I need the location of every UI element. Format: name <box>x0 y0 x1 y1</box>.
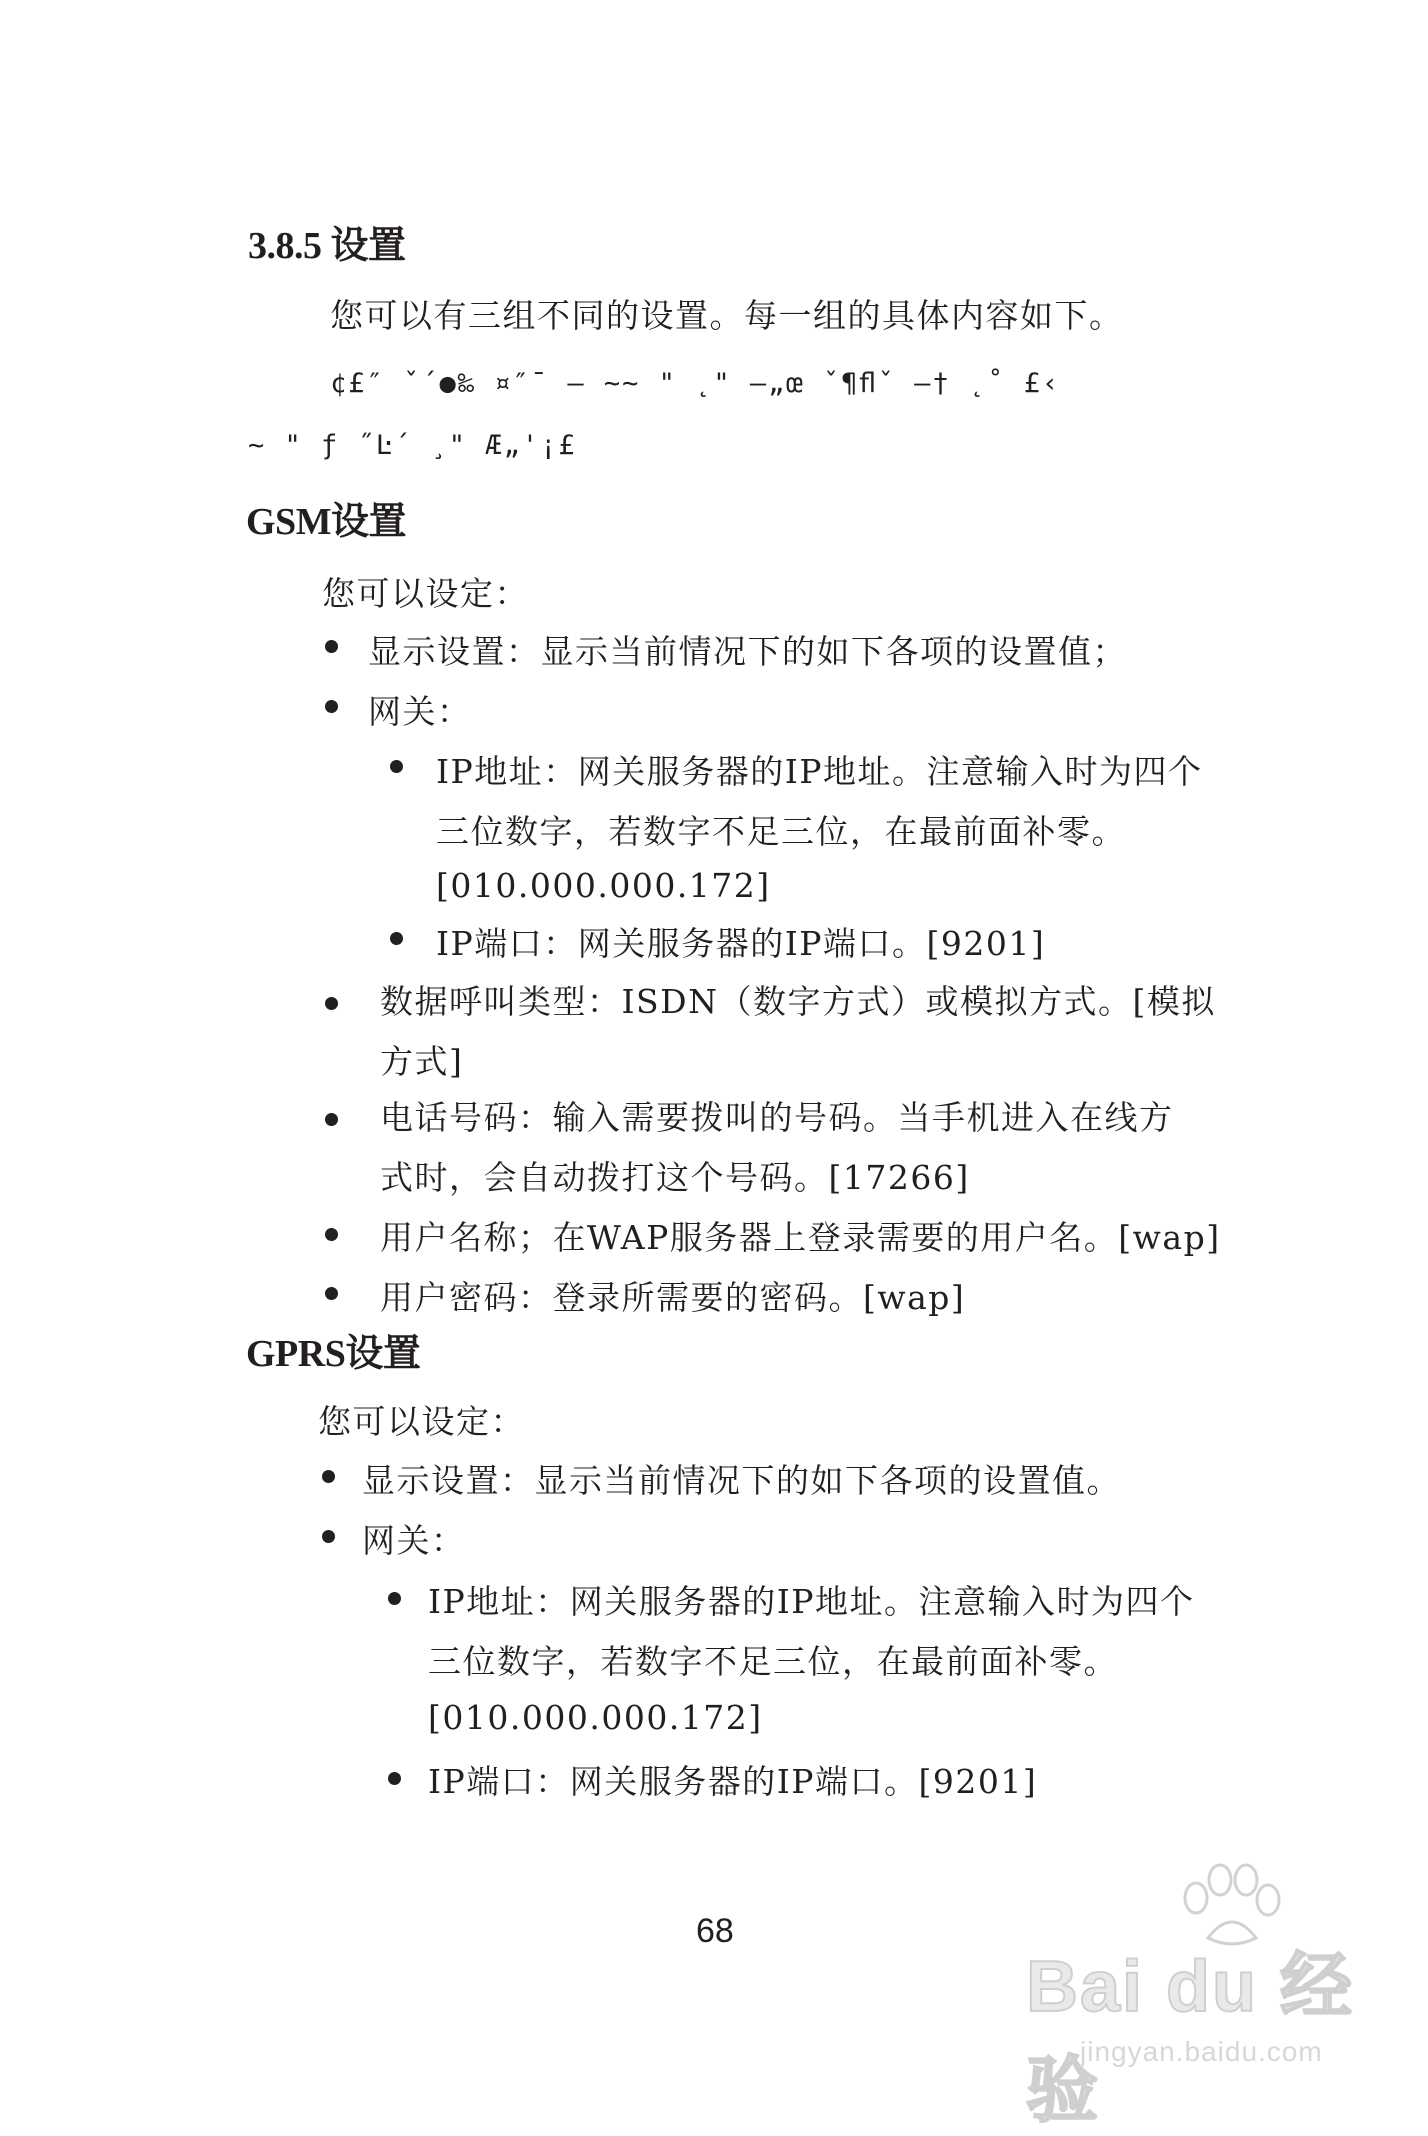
gsm-display-settings: 显示设置：显示当前情况下的如下各项的设置值； <box>368 632 1127 671</box>
gsm-call-type-line-2: 方式] <box>380 1042 464 1081</box>
gprs-ip-port: IP端口：网关服务器的IP端口。[9201] <box>428 1762 1038 1801</box>
gsm-ip-address-default: [010.000.000.172] <box>436 866 771 905</box>
bullet-icon <box>390 932 403 945</box>
bullet-icon <box>322 1470 335 1483</box>
gsm-phone-line-2: 式时，会自动拨打这个号码。[17266] <box>380 1158 970 1197</box>
gsm-intro: 您可以设定： <box>322 574 529 613</box>
bullet-icon <box>325 1113 338 1126</box>
bullet-icon <box>325 1287 338 1300</box>
gprs-ip-address-default: [010.000.000.172] <box>428 1698 763 1737</box>
garbled-text-line-1: ¢£″ ˇ´●‰ ¤″¯ — ~~ " ˛" —„œ ˇ¶ﬂˇ —† ˛˚ £‹ <box>330 368 1061 399</box>
section-intro: 您可以有三组不同的设置。每一组的具体内容如下。 <box>330 296 1124 335</box>
gsm-user-password: 用户密码：登录所需要的密码。[wap] <box>380 1278 966 1317</box>
garbled-text-line-2: ~ " ƒ ˝Ŀ´ ¸" Æ„'¡£ <box>248 430 577 461</box>
bullet-icon <box>388 1592 401 1605</box>
gsm-heading: GSM设置 <box>246 501 407 543</box>
gprs-display-settings: 显示设置：显示当前情况下的如下各项的设置值。 <box>362 1461 1121 1500</box>
bullet-icon <box>388 1772 401 1785</box>
watermark-url: jingyan.baidu.com <box>1080 2036 1323 2067</box>
gprs-ip-address-line-1: IP地址：网关服务器的IP地址。注意输入时为四个 <box>428 1582 1195 1621</box>
bullet-icon <box>325 700 338 713</box>
gsm-call-type-line-1: 数据呼叫类型：ISDN（数字方式）或模拟方式。[模拟 <box>380 982 1216 1021</box>
bullet-icon <box>325 997 338 1010</box>
gsm-ip-port: IP端口：网关服务器的IP端口。[9201] <box>436 924 1046 963</box>
gprs-ip-address-line-2: 三位数字，若数字不足三位，在最前面补零。 <box>428 1642 1118 1681</box>
bullet-icon <box>325 640 338 653</box>
gsm-ip-address-line-1: IP地址：网关服务器的IP地址。注意输入时为四个 <box>436 752 1203 791</box>
bullet-icon <box>322 1530 335 1543</box>
bullet-icon <box>390 760 403 773</box>
gprs-gateway: 网关： <box>362 1521 466 1560</box>
section-heading: 3.8.5 设置 <box>248 225 406 267</box>
gsm-ip-address-line-2: 三位数字，若数字不足三位，在最前面补零。 <box>436 812 1126 851</box>
gsm-phone-line-1: 电话号码：输入需要拨叫的号码。当手机进入在线方 <box>380 1098 1174 1137</box>
gprs-heading: GPRS设置 <box>246 1333 421 1375</box>
gprs-intro: 您可以设定： <box>318 1402 525 1441</box>
gsm-user-name: 用户名称；在WAP服务器上登录需要的用户名。[wap] <box>380 1218 1221 1257</box>
page-number: 68 <box>696 1912 734 1950</box>
watermark-logo-text: Bai du 经验 <box>1026 1947 1355 2131</box>
bullet-icon <box>325 1228 338 1241</box>
gsm-gateway: 网关： <box>368 692 472 731</box>
baidu-jingyan-watermark <box>1018 1858 1398 2131</box>
